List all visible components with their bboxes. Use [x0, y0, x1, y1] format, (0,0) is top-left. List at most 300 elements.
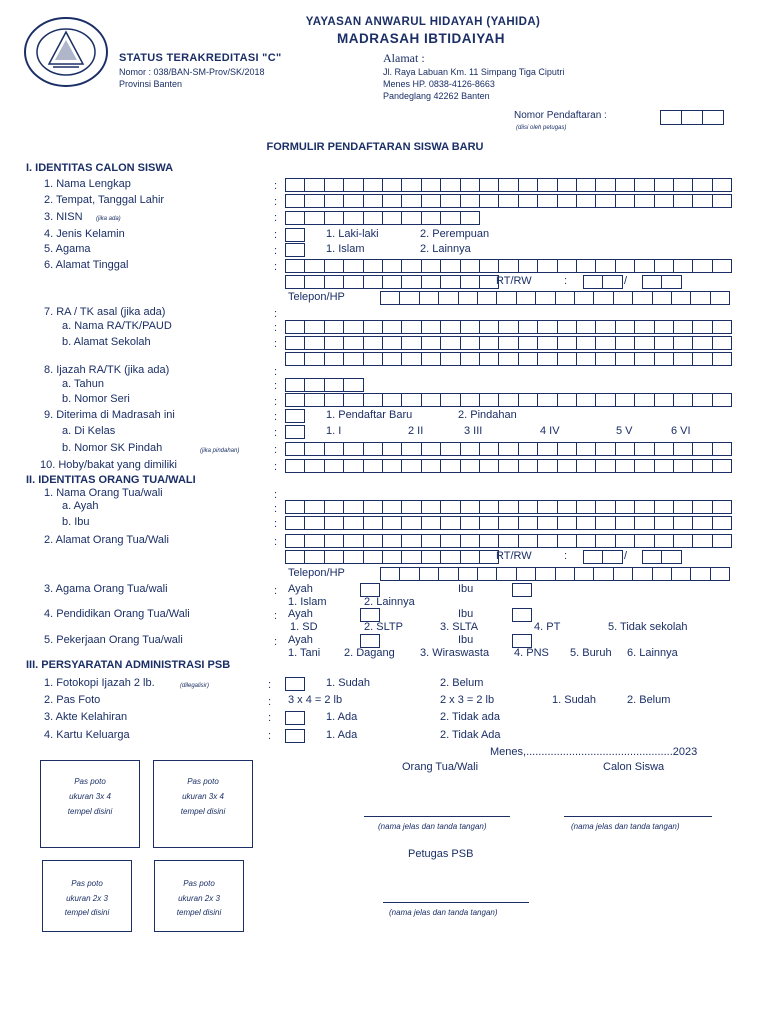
char-input-box[interactable]	[557, 442, 577, 456]
char-input-box[interactable]	[654, 336, 674, 350]
char-input-box[interactable]	[460, 500, 480, 514]
char-input-box[interactable]	[576, 352, 596, 366]
char-input-box[interactable]	[518, 320, 538, 334]
char-input-box[interactable]	[710, 291, 730, 305]
char-input-box[interactable]	[692, 459, 712, 473]
char-input-box[interactable]	[576, 393, 596, 407]
char-input-box[interactable]	[343, 336, 363, 350]
char-input-box[interactable]	[654, 516, 674, 530]
char-input-box[interactable]	[555, 291, 575, 305]
char-input-box[interactable]	[324, 178, 344, 192]
char-input-box[interactable]	[595, 320, 615, 334]
char-input-box[interactable]	[692, 194, 712, 208]
char-input-box[interactable]	[654, 194, 674, 208]
char-input-box[interactable]	[382, 275, 402, 289]
char-input-box[interactable]	[460, 516, 480, 530]
char-input-box[interactable]	[576, 336, 596, 350]
char-input-box[interactable]	[285, 211, 305, 225]
char-input-box[interactable]	[692, 393, 712, 407]
char-input-box[interactable]	[673, 352, 693, 366]
char-input-box[interactable]	[458, 567, 478, 581]
char-input-box[interactable]	[712, 320, 732, 334]
char-input-box[interactable]	[479, 178, 499, 192]
char-input-box[interactable]	[304, 336, 324, 350]
char-input-box[interactable]	[285, 500, 305, 514]
char-input-box[interactable]	[460, 336, 480, 350]
char-input-box[interactable]	[654, 442, 674, 456]
char-input-box[interactable]	[557, 500, 577, 514]
char-input-box[interactable]	[692, 352, 712, 366]
char-input-box[interactable]	[615, 259, 635, 273]
char-input-box[interactable]	[634, 442, 654, 456]
char-input-box[interactable]	[498, 320, 518, 334]
char-input-box[interactable]	[673, 442, 693, 456]
char-input-box[interactable]	[401, 336, 421, 350]
char-input-box[interactable]	[518, 178, 538, 192]
checkbox[interactable]	[285, 228, 305, 242]
char-input-box[interactable]	[285, 275, 305, 289]
char-input-box[interactable]	[460, 194, 480, 208]
char-input-box[interactable]	[324, 500, 344, 514]
char-input-box[interactable]	[692, 178, 712, 192]
char-input-box[interactable]	[285, 550, 305, 564]
char-input-box[interactable]	[516, 291, 536, 305]
char-input-box[interactable]	[652, 291, 672, 305]
char-input-box[interactable]	[343, 516, 363, 530]
char-input-box[interactable]	[304, 534, 324, 548]
char-input-box[interactable]	[343, 393, 363, 407]
char-input-box[interactable]	[382, 442, 402, 456]
char-input-box[interactable]	[557, 336, 577, 350]
char-input-box[interactable]	[479, 336, 499, 350]
char-input-box[interactable]	[673, 534, 693, 548]
char-input-box[interactable]	[440, 459, 460, 473]
char-input-box[interactable]	[460, 352, 480, 366]
char-input-box[interactable]	[652, 567, 672, 581]
char-input-box[interactable]	[574, 567, 594, 581]
char-input-box[interactable]	[479, 259, 499, 273]
char-input-box[interactable]	[382, 459, 402, 473]
char-input-box[interactable]	[324, 320, 344, 334]
char-input-box[interactable]	[285, 534, 305, 548]
char-input-box[interactable]	[615, 352, 635, 366]
checkbox[interactable]	[285, 711, 305, 725]
char-input-box[interactable]	[615, 336, 635, 350]
char-input-box[interactable]	[498, 500, 518, 514]
char-input-box[interactable]	[363, 178, 383, 192]
char-input-box[interactable]	[654, 459, 674, 473]
char-input-box[interactable]	[460, 211, 480, 225]
char-input-box[interactable]	[673, 259, 693, 273]
char-input-box[interactable]	[615, 320, 635, 334]
char-input-box[interactable]	[595, 393, 615, 407]
char-input-box[interactable]	[440, 352, 460, 366]
officer-signature-line[interactable]	[383, 902, 529, 903]
char-input-box[interactable]	[421, 442, 441, 456]
char-input-box[interactable]	[518, 259, 538, 273]
char-input-box[interactable]	[642, 550, 662, 564]
char-input-box[interactable]	[518, 534, 538, 548]
char-input-box[interactable]	[595, 516, 615, 530]
char-input-box[interactable]	[421, 500, 441, 514]
char-input-box[interactable]	[324, 275, 344, 289]
char-input-box[interactable]	[401, 320, 421, 334]
char-input-box[interactable]	[557, 194, 577, 208]
char-input-box[interactable]	[518, 516, 538, 530]
char-input-box[interactable]	[479, 393, 499, 407]
father-checkbox[interactable]	[360, 634, 380, 648]
char-input-box[interactable]	[712, 516, 732, 530]
char-input-box[interactable]	[363, 259, 383, 273]
char-input-box[interactable]	[343, 534, 363, 548]
char-input-box[interactable]	[673, 336, 693, 350]
char-input-box[interactable]	[399, 567, 419, 581]
char-input-box[interactable]	[537, 320, 557, 334]
char-input-box[interactable]	[498, 393, 518, 407]
char-input-box[interactable]	[304, 378, 324, 392]
char-input-box[interactable]	[380, 567, 400, 581]
char-input-box[interactable]	[654, 352, 674, 366]
char-input-box[interactable]	[535, 567, 555, 581]
char-input-box[interactable]	[363, 459, 383, 473]
char-input-box[interactable]	[712, 534, 732, 548]
char-input-box[interactable]	[634, 500, 654, 514]
char-input-box[interactable]	[537, 500, 557, 514]
checkbox[interactable]	[285, 243, 305, 257]
char-input-box[interactable]	[479, 534, 499, 548]
student-signature-line[interactable]	[564, 816, 712, 817]
char-input-box[interactable]	[576, 259, 596, 273]
char-input-box[interactable]	[595, 352, 615, 366]
char-input-box[interactable]	[576, 459, 596, 473]
char-input-box[interactable]	[557, 320, 577, 334]
char-input-box[interactable]	[324, 442, 344, 456]
char-input-box[interactable]	[440, 259, 460, 273]
char-input-box[interactable]	[692, 259, 712, 273]
father-checkbox[interactable]	[360, 608, 380, 622]
char-input-box[interactable]	[401, 459, 421, 473]
char-input-box[interactable]	[324, 516, 344, 530]
char-input-box[interactable]	[324, 459, 344, 473]
char-input-box[interactable]	[690, 291, 710, 305]
char-input-box[interactable]	[692, 534, 712, 548]
char-input-box[interactable]	[710, 567, 730, 581]
char-input-box[interactable]	[421, 550, 441, 564]
char-input-box[interactable]	[343, 442, 363, 456]
char-input-box[interactable]	[460, 259, 480, 273]
char-input-box[interactable]	[304, 178, 324, 192]
char-input-box[interactable]	[557, 459, 577, 473]
char-input-box[interactable]	[363, 442, 383, 456]
char-input-box[interactable]	[401, 275, 421, 289]
char-input-box[interactable]	[595, 442, 615, 456]
char-input-box[interactable]	[593, 567, 613, 581]
char-input-box[interactable]	[363, 194, 383, 208]
char-input-box[interactable]	[673, 194, 693, 208]
char-input-box[interactable]	[642, 275, 662, 289]
char-input-box[interactable]	[363, 336, 383, 350]
char-input-box[interactable]	[692, 336, 712, 350]
char-input-box[interactable]	[382, 352, 402, 366]
char-input-box[interactable]	[576, 500, 596, 514]
char-input-box[interactable]	[343, 500, 363, 514]
char-input-box[interactable]	[498, 352, 518, 366]
char-input-box[interactable]	[671, 567, 691, 581]
char-input-box[interactable]	[363, 275, 383, 289]
char-input-box[interactable]	[343, 259, 363, 273]
char-input-box[interactable]	[673, 393, 693, 407]
char-input-box[interactable]	[537, 459, 557, 473]
char-input-box[interactable]	[692, 320, 712, 334]
char-input-box[interactable]	[518, 459, 538, 473]
char-input-box[interactable]	[634, 352, 654, 366]
char-input-box[interactable]	[593, 291, 613, 305]
char-input-box[interactable]	[304, 275, 324, 289]
char-input-box[interactable]	[518, 352, 538, 366]
registration-digit-box[interactable]	[681, 110, 703, 125]
char-input-box[interactable]	[692, 500, 712, 514]
char-input-box[interactable]	[712, 336, 732, 350]
char-input-box[interactable]	[304, 393, 324, 407]
char-input-box[interactable]	[602, 275, 622, 289]
char-input-box[interactable]	[615, 393, 635, 407]
char-input-box[interactable]	[324, 378, 344, 392]
char-input-box[interactable]	[458, 291, 478, 305]
char-input-box[interactable]	[634, 320, 654, 334]
char-input-box[interactable]	[576, 320, 596, 334]
char-input-box[interactable]	[479, 459, 499, 473]
photo-box-3x4[interactable]	[153, 760, 253, 848]
char-input-box[interactable]	[440, 320, 460, 334]
char-input-box[interactable]	[712, 352, 732, 366]
char-input-box[interactable]	[440, 534, 460, 548]
char-input-box[interactable]	[712, 194, 732, 208]
checkbox[interactable]	[285, 677, 305, 691]
char-input-box[interactable]	[583, 275, 603, 289]
char-input-box[interactable]	[382, 336, 402, 350]
char-input-box[interactable]	[537, 336, 557, 350]
char-input-box[interactable]	[595, 259, 615, 273]
char-input-box[interactable]	[602, 550, 622, 564]
char-input-box[interactable]	[440, 393, 460, 407]
char-input-box[interactable]	[401, 550, 421, 564]
char-input-box[interactable]	[479, 442, 499, 456]
char-input-box[interactable]	[421, 516, 441, 530]
char-input-box[interactable]	[673, 500, 693, 514]
char-input-box[interactable]	[324, 211, 344, 225]
char-input-box[interactable]	[304, 211, 324, 225]
registration-digit-box[interactable]	[660, 110, 682, 125]
char-input-box[interactable]	[498, 194, 518, 208]
char-input-box[interactable]	[498, 442, 518, 456]
char-input-box[interactable]	[421, 178, 441, 192]
char-input-box[interactable]	[557, 259, 577, 273]
char-input-box[interactable]	[343, 275, 363, 289]
char-input-box[interactable]	[363, 534, 383, 548]
char-input-box[interactable]	[324, 259, 344, 273]
char-input-box[interactable]	[382, 393, 402, 407]
char-input-box[interactable]	[343, 378, 363, 392]
char-input-box[interactable]	[654, 178, 674, 192]
char-input-box[interactable]	[421, 194, 441, 208]
char-input-box[interactable]	[576, 178, 596, 192]
char-input-box[interactable]	[692, 442, 712, 456]
char-input-box[interactable]	[382, 550, 402, 564]
char-input-box[interactable]	[537, 194, 557, 208]
char-input-box[interactable]	[401, 259, 421, 273]
char-input-box[interactable]	[285, 336, 305, 350]
char-input-box[interactable]	[324, 393, 344, 407]
checkbox[interactable]	[285, 729, 305, 743]
char-input-box[interactable]	[421, 259, 441, 273]
char-input-box[interactable]	[479, 500, 499, 514]
char-input-box[interactable]	[304, 259, 324, 273]
registration-digit-box[interactable]	[702, 110, 724, 125]
char-input-box[interactable]	[285, 320, 305, 334]
char-input-box[interactable]	[673, 320, 693, 334]
char-input-box[interactable]	[401, 500, 421, 514]
char-input-box[interactable]	[583, 550, 603, 564]
char-input-box[interactable]	[537, 516, 557, 530]
char-input-box[interactable]	[363, 550, 383, 564]
char-input-box[interactable]	[401, 393, 421, 407]
char-input-box[interactable]	[615, 178, 635, 192]
char-input-box[interactable]	[673, 178, 693, 192]
char-input-box[interactable]	[557, 393, 577, 407]
char-input-box[interactable]	[460, 442, 480, 456]
char-input-box[interactable]	[615, 516, 635, 530]
char-input-box[interactable]	[343, 194, 363, 208]
char-input-box[interactable]	[421, 211, 441, 225]
char-input-box[interactable]	[285, 393, 305, 407]
char-input-box[interactable]	[634, 194, 654, 208]
char-input-box[interactable]	[498, 459, 518, 473]
char-input-box[interactable]	[382, 259, 402, 273]
char-input-box[interactable]	[440, 442, 460, 456]
char-input-box[interactable]	[634, 459, 654, 473]
char-input-box[interactable]	[460, 275, 480, 289]
char-input-box[interactable]	[518, 442, 538, 456]
char-input-box[interactable]	[557, 178, 577, 192]
char-input-box[interactable]	[479, 352, 499, 366]
char-input-box[interactable]	[438, 291, 458, 305]
char-input-box[interactable]	[712, 259, 732, 273]
char-input-box[interactable]	[576, 442, 596, 456]
char-input-box[interactable]	[440, 550, 460, 564]
char-input-box[interactable]	[712, 459, 732, 473]
char-input-box[interactable]	[613, 291, 633, 305]
char-input-box[interactable]	[460, 178, 480, 192]
char-input-box[interactable]	[343, 550, 363, 564]
char-input-box[interactable]	[460, 393, 480, 407]
char-input-box[interactable]	[285, 516, 305, 530]
char-input-box[interactable]	[690, 567, 710, 581]
char-input-box[interactable]	[595, 194, 615, 208]
char-input-box[interactable]	[440, 336, 460, 350]
char-input-box[interactable]	[401, 178, 421, 192]
mother-checkbox[interactable]	[512, 583, 532, 597]
char-input-box[interactable]	[634, 393, 654, 407]
char-input-box[interactable]	[421, 352, 441, 366]
char-input-box[interactable]	[401, 211, 421, 225]
char-input-box[interactable]	[419, 567, 439, 581]
char-input-box[interactable]	[632, 291, 652, 305]
char-input-box[interactable]	[537, 259, 557, 273]
char-input-box[interactable]	[634, 516, 654, 530]
char-input-box[interactable]	[324, 194, 344, 208]
char-input-box[interactable]	[419, 291, 439, 305]
char-input-box[interactable]	[654, 259, 674, 273]
char-input-box[interactable]	[671, 291, 691, 305]
parent-signature-line[interactable]	[364, 816, 510, 817]
char-input-box[interactable]	[518, 194, 538, 208]
char-input-box[interactable]	[595, 459, 615, 473]
char-input-box[interactable]	[654, 393, 674, 407]
char-input-box[interactable]	[363, 352, 383, 366]
char-input-box[interactable]	[363, 393, 383, 407]
char-input-box[interactable]	[615, 534, 635, 548]
char-input-box[interactable]	[324, 352, 344, 366]
char-input-box[interactable]	[479, 320, 499, 334]
char-input-box[interactable]	[382, 211, 402, 225]
char-input-box[interactable]	[421, 459, 441, 473]
char-input-box[interactable]	[343, 320, 363, 334]
char-input-box[interactable]	[421, 534, 441, 548]
char-input-box[interactable]	[324, 534, 344, 548]
char-input-box[interactable]	[498, 534, 518, 548]
char-input-box[interactable]	[382, 320, 402, 334]
char-input-box[interactable]	[537, 442, 557, 456]
char-input-box[interactable]	[401, 534, 421, 548]
char-input-box[interactable]	[479, 550, 499, 564]
char-input-box[interactable]	[661, 550, 681, 564]
char-input-box[interactable]	[576, 194, 596, 208]
char-input-box[interactable]	[382, 516, 402, 530]
char-input-box[interactable]	[285, 194, 305, 208]
char-input-box[interactable]	[615, 442, 635, 456]
photo-box-2x3[interactable]	[154, 860, 244, 932]
char-input-box[interactable]	[285, 259, 305, 273]
char-input-box[interactable]	[343, 178, 363, 192]
char-input-box[interactable]	[595, 534, 615, 548]
char-input-box[interactable]	[479, 275, 499, 289]
char-input-box[interactable]	[518, 500, 538, 514]
char-input-box[interactable]	[401, 442, 421, 456]
char-input-box[interactable]	[498, 336, 518, 350]
char-input-box[interactable]	[382, 178, 402, 192]
char-input-box[interactable]	[285, 378, 305, 392]
char-input-box[interactable]	[576, 516, 596, 530]
checkbox[interactable]	[285, 409, 305, 423]
char-input-box[interactable]	[574, 291, 594, 305]
char-input-box[interactable]	[615, 459, 635, 473]
photo-box-2x3[interactable]	[42, 860, 132, 932]
char-input-box[interactable]	[440, 500, 460, 514]
char-input-box[interactable]	[613, 567, 633, 581]
char-input-box[interactable]	[363, 211, 383, 225]
char-input-box[interactable]	[440, 275, 460, 289]
char-input-box[interactable]	[304, 352, 324, 366]
char-input-box[interactable]	[557, 352, 577, 366]
char-input-box[interactable]	[460, 534, 480, 548]
char-input-box[interactable]	[382, 534, 402, 548]
char-input-box[interactable]	[615, 194, 635, 208]
char-input-box[interactable]	[498, 178, 518, 192]
father-checkbox[interactable]	[360, 583, 380, 597]
char-input-box[interactable]	[632, 567, 652, 581]
mother-checkbox[interactable]	[512, 634, 532, 648]
char-input-box[interactable]	[304, 550, 324, 564]
